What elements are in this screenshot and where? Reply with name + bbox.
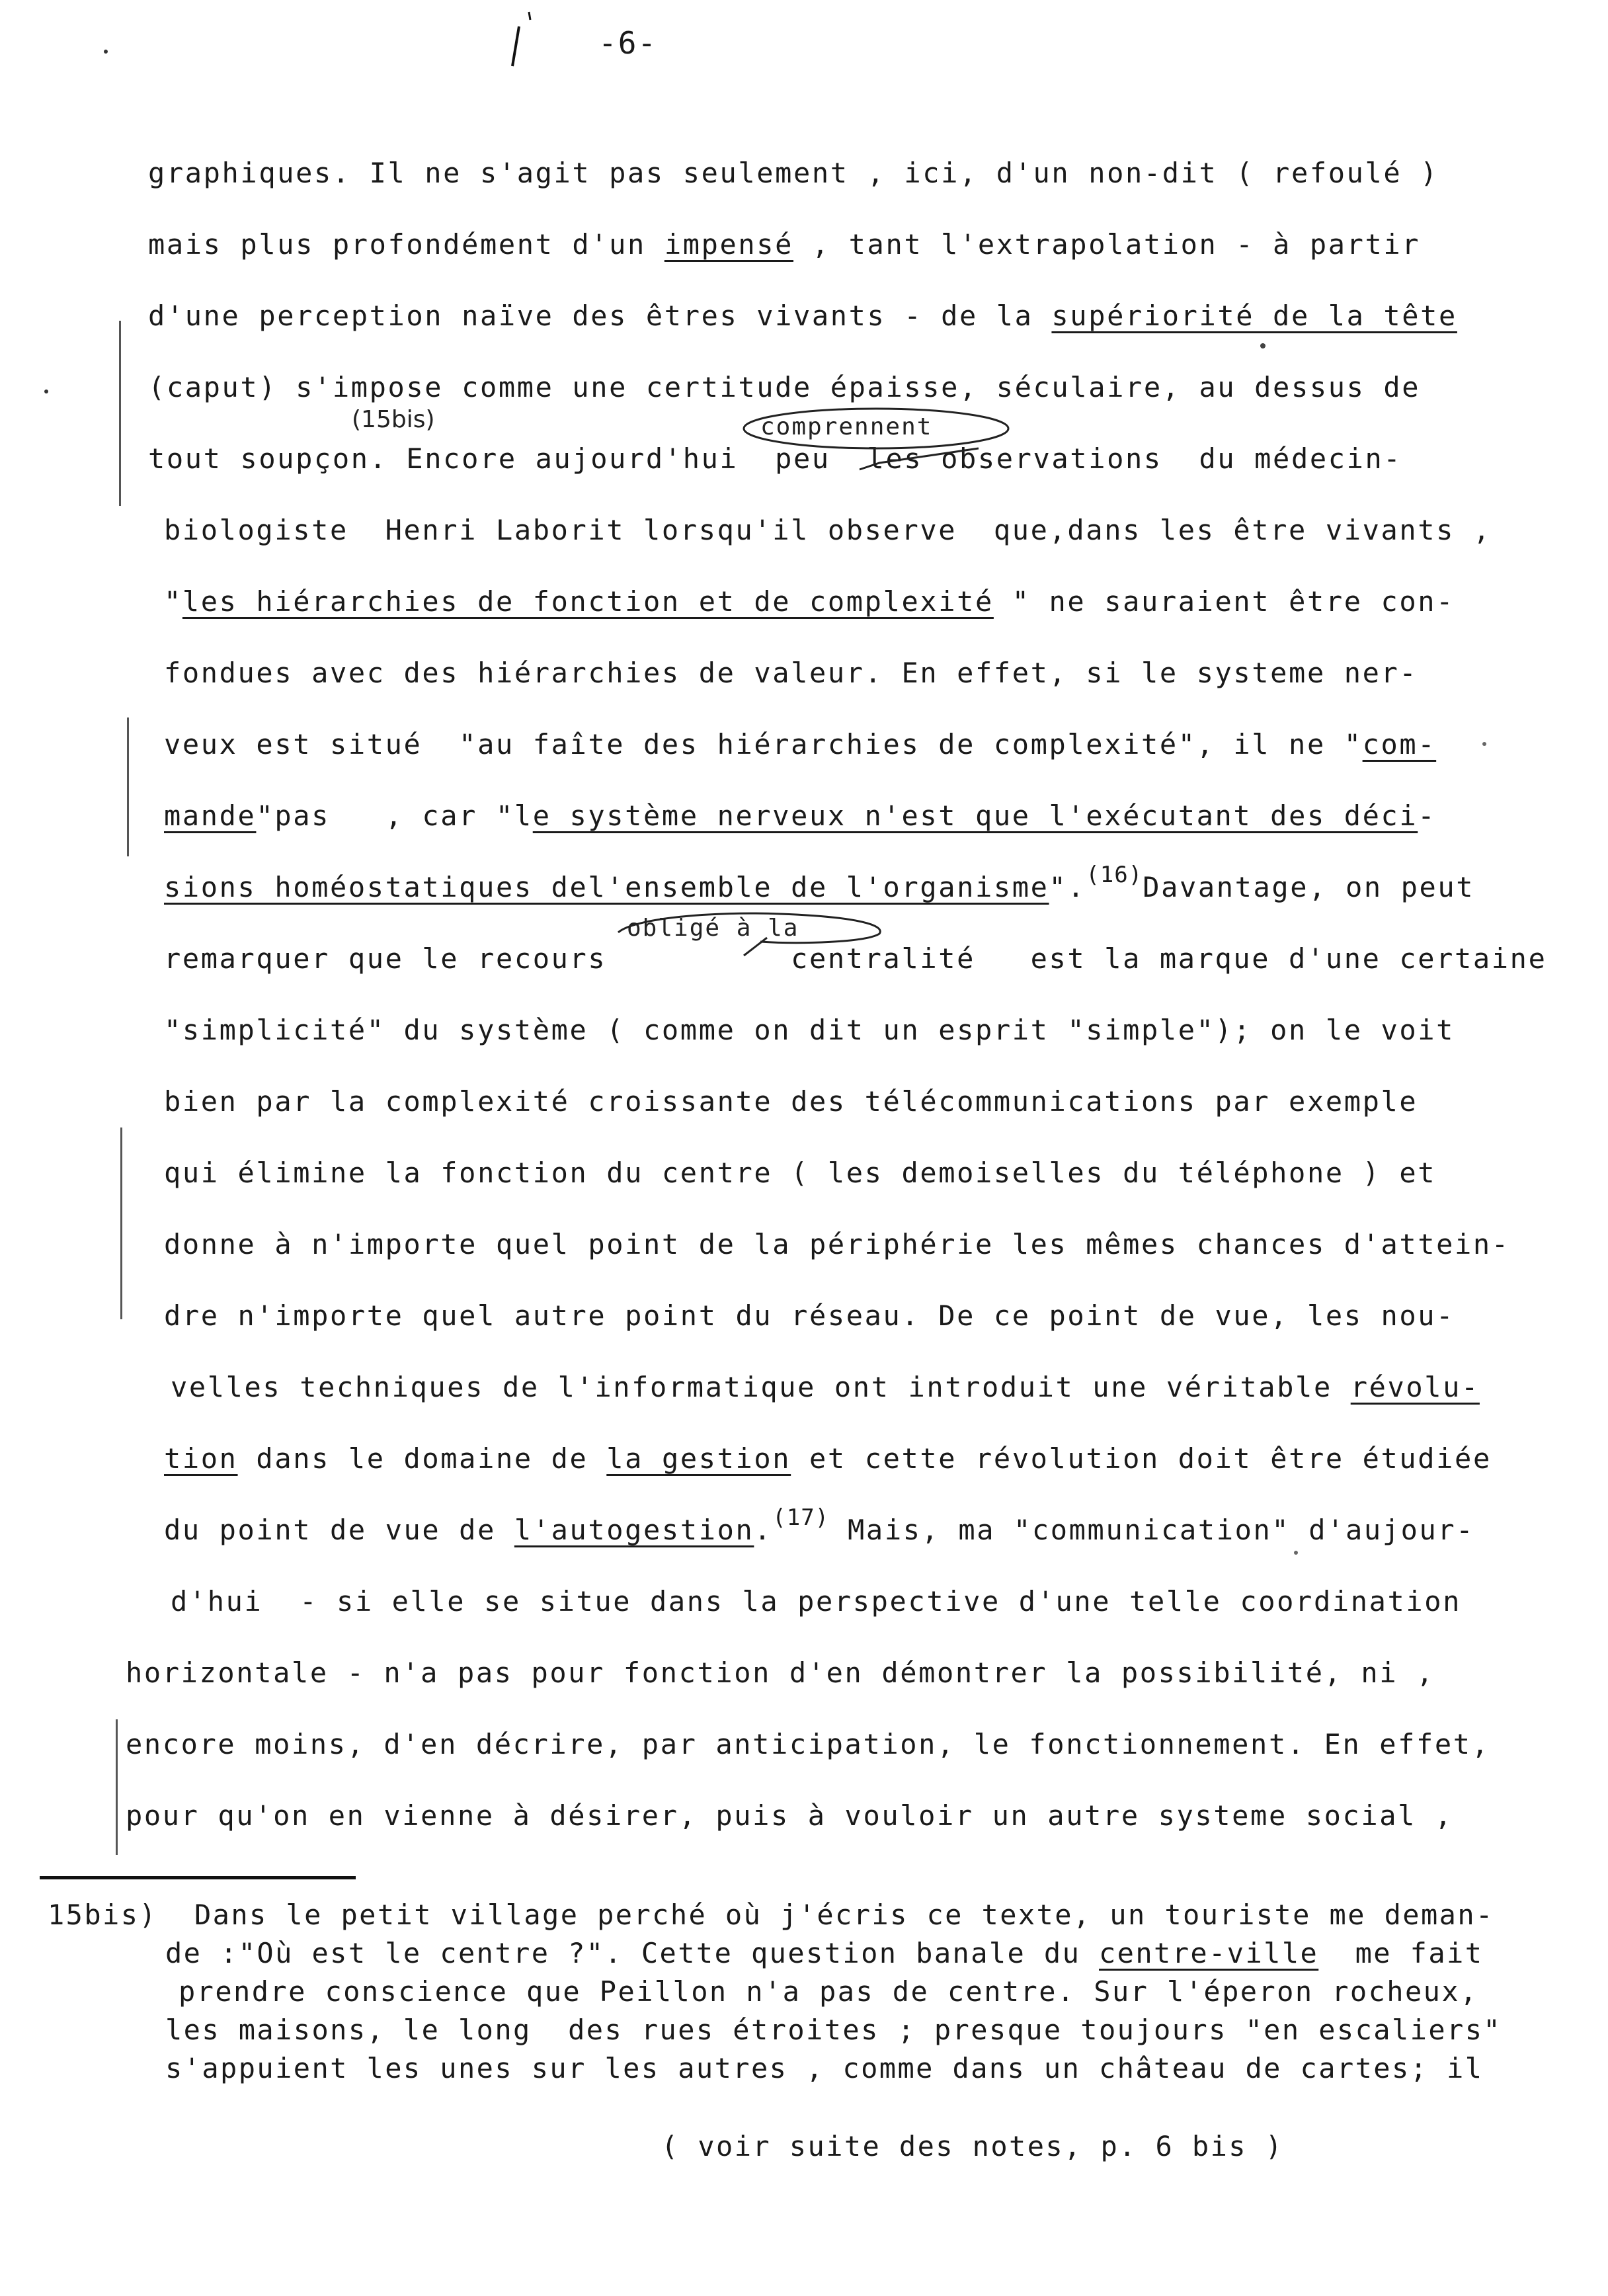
text-run: et cette révolution doit être étudiée xyxy=(791,1442,1492,1475)
footnote-label: 15bis) xyxy=(48,1899,158,1931)
text-line xyxy=(164,728,1436,761)
underlined-text: révolu- xyxy=(1350,1371,1480,1403)
text-line xyxy=(164,585,1455,618)
page-number: -6- xyxy=(598,25,658,61)
text-run: ". xyxy=(1049,871,1086,903)
underlined-text: supériorité de la tête xyxy=(1051,300,1457,332)
underlined-text: impensé xyxy=(664,228,794,261)
text-line: biologiste Henri Laborit lorsqu'il observe que,dans les être vivants , xyxy=(164,514,1492,546)
text-line xyxy=(164,862,1475,906)
handwritten-correction: obligé à la xyxy=(627,915,799,942)
text-line xyxy=(164,1504,1475,1549)
text-line: d'hui - si elle se situe dans la perspective d'une telle coordination xyxy=(171,1585,1462,1618)
text-run: velles techniques de l'informatique ont introduit une véritable xyxy=(171,1371,1351,1403)
text-run: du point de vue de xyxy=(164,1514,514,1546)
underlined-text: centre-ville xyxy=(1099,1937,1319,1969)
text-run: Davantage, on peut xyxy=(1143,871,1475,903)
text-run: , tant l'extrapolation - à partir xyxy=(793,228,1421,261)
handwritten-note-reference: (15bis) xyxy=(352,406,435,433)
text-line xyxy=(148,228,1420,261)
underlined-text: les hiérarchies de fonction et de complexité xyxy=(182,585,994,618)
underlined-text: com- xyxy=(1362,728,1437,760)
text-line: "simplicité" du système ( comme on dit un esprit "simple"); on le voit xyxy=(164,1014,1455,1046)
footnote-continuation: ( voir suite des notes, p. 6 bis ) xyxy=(661,2130,1284,2162)
text-line: pour qu'on en vienne à désirer, puis à vouloir un autre systeme social , xyxy=(126,1799,1453,1832)
text-line: encore moins, d'en décrire, par anticipation, le fonctionnement. En effet, xyxy=(126,1728,1490,1760)
underlined-text: l'autogestion xyxy=(514,1514,754,1546)
footnote-line: prendre conscience que Peillon n'a pas de centre. Sur l'éperon rocheux, xyxy=(179,1975,1478,2008)
underlined-text: tion xyxy=(164,1442,238,1475)
text-run: mais plus profondément d'un xyxy=(148,228,664,261)
text-line xyxy=(164,1442,1492,1475)
text-line: remarquer que le recours centralité est la marque d'une certaine xyxy=(164,942,1547,975)
text-line: (caput) s'impose comme une certitude épaisse, séculaire, au dessus de xyxy=(148,371,1421,403)
text-line: dre n'importe quel autre point du réseau. De ce point de vue, les nou- xyxy=(164,1299,1455,1332)
underlined-text: la gestion xyxy=(606,1442,791,1475)
margin-line xyxy=(127,718,129,856)
text-line xyxy=(148,300,1457,333)
text-run: dans le domaine de xyxy=(237,1442,607,1475)
margin-line xyxy=(116,1719,118,1855)
underlined-text: e système nerveux n'est que l'exécutant des déci xyxy=(532,800,1418,832)
text-run: d'une perception naïve des êtres vivants - de la xyxy=(148,300,1052,332)
text-run: Mais, ma "communication" d'aujour- xyxy=(829,1514,1475,1546)
footnote-line xyxy=(165,1938,1483,1969)
text-line xyxy=(164,800,1436,833)
text-run: . xyxy=(754,1514,773,1546)
footnote-line: s'appuient les unes sur les autres , comme dans un château de cartes; il xyxy=(165,2052,1484,2084)
text-line: donne à n'importe quel point de la périphérie les mêmes chances d'attein- xyxy=(164,1228,1510,1260)
handwritten-correction: comprennent xyxy=(760,413,933,440)
text-run: " xyxy=(164,585,182,618)
text-line: graphiques. Il ne s'agit pas seulement , ici, d'un non-dit ( refoulé ) xyxy=(148,157,1439,189)
text-run: - xyxy=(1418,800,1437,832)
footnote-line: les maisons, le long des rues étroites ; presque toujours "en escaliers" xyxy=(165,2014,1502,2046)
text-line: tout soupçon. Encore aujourd'hui peu les observations du médecin- xyxy=(148,442,1402,475)
text-run: de :"Où est le centre ?". Cette question banale du xyxy=(165,1937,1099,1969)
handwritten-mark xyxy=(0,0,1608,93)
text-line xyxy=(171,1371,1480,1404)
text-line: bien par la complexité croissante des télécommunications par exemple xyxy=(164,1085,1418,1118)
margin-line xyxy=(119,321,121,506)
footnote-line: Dans le petit village perché où j'écris ce texte, un touriste me deman- xyxy=(194,1899,1494,1931)
text-run: veux est situé "au faîte des hiérarchies de complexité", il ne " xyxy=(164,728,1363,760)
underlined-text: mande xyxy=(164,800,257,832)
text-run: " ne sauraient être con- xyxy=(993,585,1455,618)
footnote-reference: (16) xyxy=(1086,862,1143,888)
underlined-text: sions homéostatiques del'ensemble de l'organisme xyxy=(164,871,1049,903)
margin-line xyxy=(120,1128,122,1319)
footnote-reference: (17) xyxy=(772,1504,830,1531)
text-line: fondues avec des hiérarchies de valeur. En effet, si le systeme ner- xyxy=(164,657,1418,689)
text-line: horizontale - n'a pas pour fonction d'en démontrer la possibilité, ni , xyxy=(126,1657,1435,1689)
text-line: qui élimine la fonction du centre ( les demoiselles du téléphone ) et xyxy=(164,1157,1437,1189)
footnote-separator xyxy=(40,1876,356,1879)
text-run: "pas , car "l xyxy=(256,800,533,832)
text-run: me fait xyxy=(1318,1937,1484,1969)
